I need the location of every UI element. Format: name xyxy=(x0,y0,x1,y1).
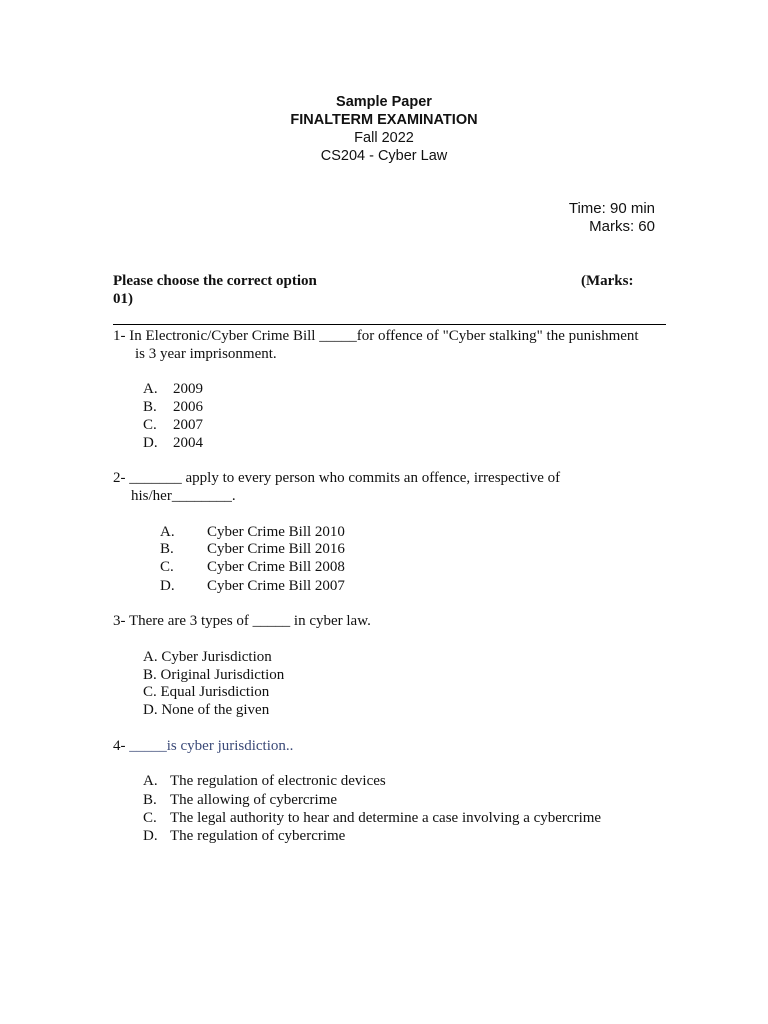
option-text: 2007 xyxy=(173,417,203,433)
option-text: The allowing of cybercrime xyxy=(170,792,338,808)
question-2-line-2: his/her________. xyxy=(131,488,236,504)
course-title: CS204 - Cyber Law xyxy=(320,148,448,164)
question-4-line-1 xyxy=(113,737,293,755)
option-text: 2004 xyxy=(173,435,203,451)
option-letter: B. xyxy=(143,399,157,415)
divider-rule xyxy=(113,324,666,325)
paper-title: Sample Paper xyxy=(336,94,432,110)
option-letter: A. xyxy=(143,773,158,789)
option-text: Cyber Crime Bill 2016 xyxy=(207,541,345,557)
exam-title: FINALTERM EXAMINATION xyxy=(290,112,478,128)
exam-term: Fall 2022 xyxy=(354,130,414,146)
question-1-line-1: 1- In Electronic/Cyber Crime Bill _____for offence of "Cyber stalking" the punishment xyxy=(113,328,639,344)
option-text: The legal authority to hear and determine a case involving a cybercrime xyxy=(170,810,602,826)
option-letter: D. xyxy=(160,578,175,594)
question-1-line-2: is 3 year imprisonment. xyxy=(135,346,277,362)
option-text: 2006 xyxy=(173,399,203,415)
question-3-line-1: 3- There are 3 types of _____ in cyber law. xyxy=(113,613,371,629)
option-text: 2009 xyxy=(173,381,203,397)
question-4-prefix: 4- xyxy=(113,738,130,754)
option-letter: A. xyxy=(143,381,158,397)
option-text: D. None of the given xyxy=(143,702,270,718)
instruction-marks-label: (Marks: xyxy=(581,273,634,289)
option-text: The regulation of electronic devices xyxy=(170,773,386,789)
option-letter: B. xyxy=(160,541,174,557)
option-letter: C. xyxy=(143,810,157,826)
option-text: Cyber Crime Bill 2008 xyxy=(207,559,345,575)
option-letter: A. xyxy=(160,524,175,540)
option-letter: B. xyxy=(143,792,157,808)
time-limit: Time: 90 min xyxy=(568,200,655,217)
option-letter: C. xyxy=(160,559,174,575)
total-marks: Marks: 60 xyxy=(589,218,655,235)
option-text: The regulation of cybercrime xyxy=(170,828,346,844)
question-4-text: _____is cyber jurisdiction.. xyxy=(129,738,294,754)
option-text: C. Equal Jurisdiction xyxy=(143,684,270,700)
option-text: A. Cyber Jurisdiction xyxy=(143,649,272,665)
instruction-marks-value: 01) xyxy=(113,291,133,307)
instruction-text: Please choose the correct option xyxy=(113,273,317,289)
option-letter: C. xyxy=(143,417,157,433)
question-2-line-1: 2- _______ apply to every person who commits an offence, irrespective of xyxy=(113,470,561,486)
option-text: Cyber Crime Bill 2007 xyxy=(207,578,345,594)
option-text: Cyber Crime Bill 2010 xyxy=(207,524,345,540)
option-letter: D. xyxy=(143,828,158,844)
option-letter: D. xyxy=(143,435,158,451)
option-text: B. Original Jurisdiction xyxy=(143,667,285,683)
